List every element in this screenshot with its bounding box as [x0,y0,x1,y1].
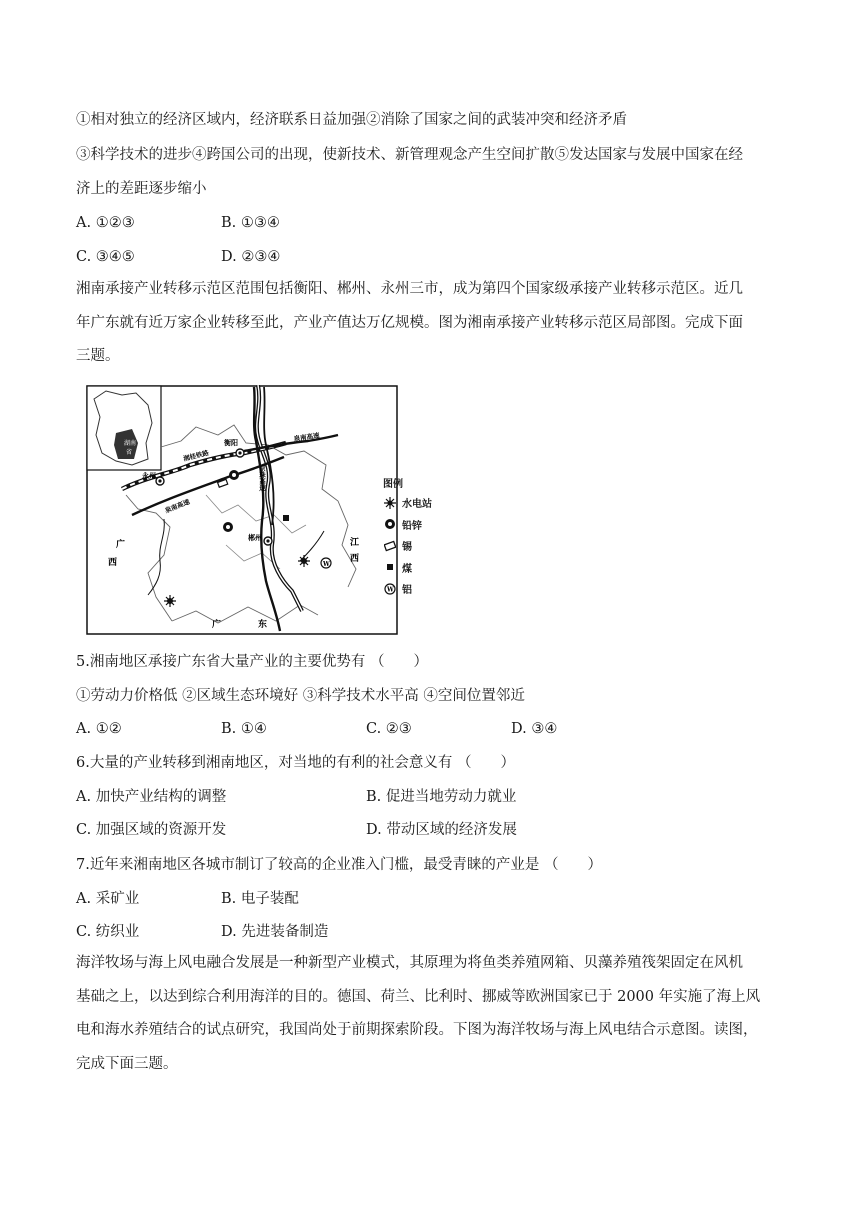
legend-label-lead-zinc: 铅锌 [402,520,422,532]
aluminum-icon [383,583,397,595]
svg-text:W: W [387,586,394,594]
label-jingzhu: 京珠高速 [258,465,266,491]
hydropower-icon [383,497,397,509]
region-jiangxi-2: 西 [350,554,360,564]
legend-label-tin: 锡 [402,542,412,554]
passage-1-line-2: 年广东就有近万家企业转移至此，产业产值达万亿规模。图为湘南承接产业转移示范区局部图。完成下面 [76,314,743,331]
legend-row-lead-zinc [383,514,447,536]
intro-line-3: 济上的差距逐步缩小 [76,181,207,197]
legend-label-aluminum: 铝 [402,585,412,597]
tin-icon [383,540,397,552]
q5-stem: 5.湘南地区承接广东省大量产业的主要优势有 （ ） [76,654,428,670]
passage-1-line-3: 三题。 [76,348,120,364]
q7-option-d[interactable]: D. 先进装备制造 [221,924,329,940]
xiangnan-map [86,385,398,635]
legend-row-tin [383,535,447,557]
legend-row-aluminum [383,578,447,600]
passage-2-line-4: 完成下面三题。 [76,1055,178,1072]
label-quannan-west: 泉南高速 [163,497,191,515]
q4-option-d[interactable]: D. ②③④ [221,249,281,265]
passage-1 [76,273,788,374]
q6-option-d[interactable]: D. 带动区域的经济发展 [366,822,517,838]
label-quannan-east: 泉南高速 [293,431,321,443]
q6-option-c[interactable]: C. 加强区域的资源开发 [76,822,227,838]
q6-option-a[interactable]: A. 加快产业结构的调整 [76,789,227,805]
inset-label-1: 湖南 [124,440,137,447]
q6-option-b[interactable]: B. 促进当地劳动力就业 [366,789,517,805]
region-guangxi-1: 广 [116,540,126,550]
legend-title: 图例 [383,479,403,490]
svg-text:W: W [323,561,330,568]
city-hengyang-label: 衡阳 [224,438,238,447]
passage-2 [76,947,788,1081]
q4-option-b[interactable]: B. ①③④ [221,215,280,231]
passage-2-line-1: 海洋牧场与海上风电融合发展是一种新型产业模式，其原理为将鱼类养殖网箱、贝藻养殖筏架固定在风机 [76,955,743,971]
q7-option-c[interactable]: C. 纺织业 [76,924,140,940]
q7-option-a[interactable]: A. 采矿业 [76,891,140,907]
city-yongzhou-label: 永州 [142,471,156,480]
intro-line-1: ①相对独立的经济区域内，经济联系日益加强②消除了国家之间的武装冲突和经济矛盾 [76,112,627,128]
legend-row-hydropower [383,492,447,514]
region-guangdong-2: 东 [258,620,268,630]
region-jiangxi-1: 江 [350,538,360,548]
coal-icon [283,515,289,521]
passage-1-line-1: 湘南承接产业转移示范区范围包括衡阳、郴州、永州三市，成为第四个国家级承接产业转移示范区。近几 [76,281,743,297]
q6-stem: 6.大量的产业转移到湘南地区，对当地的有利的社会意义有 （ ） [76,755,515,771]
coal-icon [383,561,397,573]
q5-items: ①劳动力价格低 ②区域生态环境好 ③科学技术水平高 ④空间位置邻近 [76,688,525,704]
intro-line-2: ③科学技术的进步④跨国公司的出现，使新技术、新管理观念产生空间扩散⑤发达国家与发展中国家在经 [76,147,743,163]
legend-label-hydropower: 水电站 [402,499,432,511]
label-xianggui-railway: 湘桂铁路 [182,448,210,463]
legend-label-coal: 煤 [402,563,412,575]
q5-option-b[interactable]: B. ①④ [221,721,267,737]
q7-option-b[interactable]: B. 电子装配 [221,891,299,907]
q5-option-c[interactable]: C. ②③ [366,721,412,737]
legend-row-coal [383,557,447,579]
q5-option-d[interactable]: D. ③④ [511,721,558,737]
map-legend [383,478,447,600]
lead-zinc-icon [383,518,397,530]
q4-option-a[interactable]: A. ①②③ [76,215,135,231]
passage-2-line-2: 基础之上，以达到综合利用海洋的目的。德国、荷兰、比利时、挪威等欧洲国家已于 2000 年实施了海上风 [76,988,761,1005]
q5-option-a[interactable]: A. ①② [76,721,122,737]
q7-stem: 7.近年来湘南地区各城市制订了较高的企业准入门槛，最受青睐的产业是 （ ） [76,857,602,873]
region-guangxi-2: 西 [108,558,118,568]
passage-2-line-3: 电和海水养殖结合的试点研究，我国尚处于前期探索阶段。下图为海洋牧场与海上风电结合示意图。读图， [76,1022,758,1038]
city-chenzhou-label: 郴州 [248,533,262,542]
inset-label-2: 省 [126,449,133,456]
region-guangdong-1: 广 [212,620,222,630]
q4-option-c[interactable]: C. ③④⑤ [76,249,135,265]
